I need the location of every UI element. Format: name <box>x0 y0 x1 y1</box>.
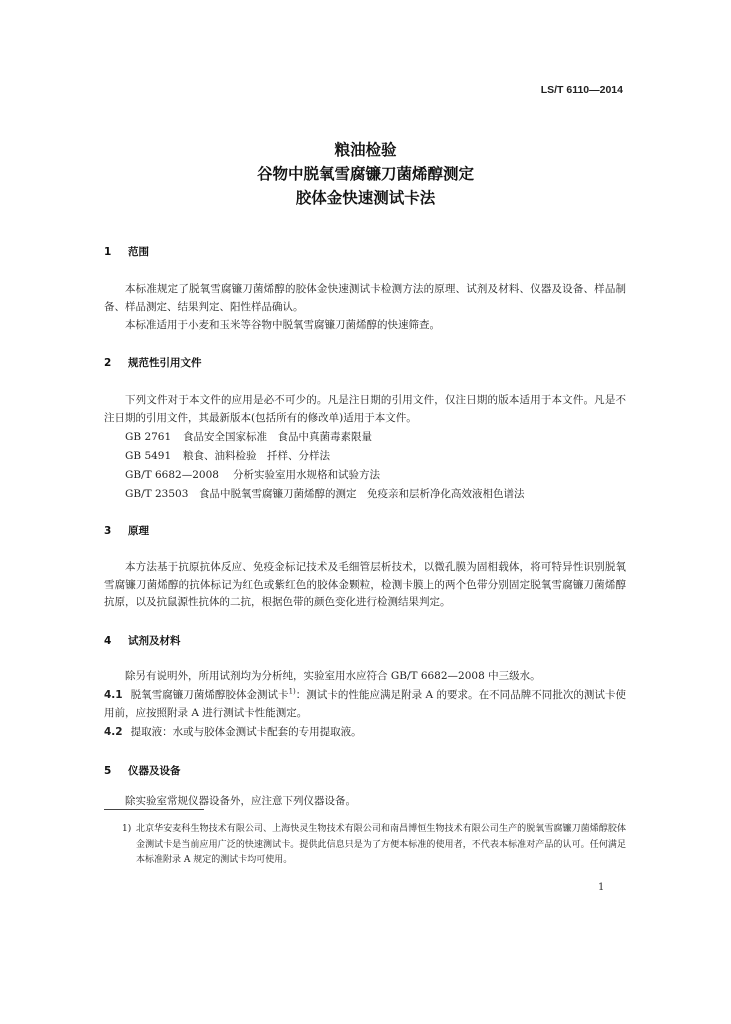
clause-text: 提取液：水或与胶体金测试卡配套的专用提取液。 <box>130 726 362 738</box>
clause-text-continued: ：测试卡的性能应满足附录 A 的要求。在不同品牌不同批次的测试卡使用前，应按照附录 A 进行测试卡性能测定。 <box>104 689 626 719</box>
reference-title: 粮食、油料检验 扦样、分样法 <box>183 450 330 462</box>
normative-references-list <box>125 428 525 504</box>
section-number: 5 <box>104 765 112 777</box>
title-line-2: 谷物中脱氧雪腐镰刀菌烯醇测定 <box>256 165 474 183</box>
reference-code: GB/T 6682—2008 <box>125 469 219 481</box>
section-number: 3 <box>104 525 112 537</box>
section-2-heading <box>104 355 202 370</box>
title-line-1: 粮油检验 <box>334 141 397 159</box>
section-title: 范围 <box>128 246 149 258</box>
section-title: 试剂及材料 <box>128 635 181 647</box>
clause-text: 脱氧雪腐镰刀菌烯醇胶体金测试卡 <box>130 689 289 701</box>
standard-code: LS/T 6110—2014 <box>540 84 623 96</box>
reference-code: GB 5491 <box>125 450 172 462</box>
footnote-reference: 1) <box>288 687 296 696</box>
section-3-heading <box>104 523 149 538</box>
section-4-paragraph-1: 除另有说明外，所用试剂均为分析纯，实验室用水应符合 GB/T 6682—2008 中三级水。 <box>125 670 541 682</box>
section-1-paragraph-2: 本标准适用于小麦和玉米等谷物中脱氧雪腐镰刀菌烯醇的快速筛查。 <box>125 319 440 331</box>
section-5-paragraph-1: 除实验室常规仪器设备外，应注意下列仪器设备。 <box>125 795 356 807</box>
reference-item <box>125 447 525 466</box>
section-5-heading <box>104 763 181 778</box>
title-line-3: 胶体金快速测试卡法 <box>295 189 436 207</box>
section-number: 4 <box>104 635 112 647</box>
clause-number: 4.2 <box>104 726 123 738</box>
reference-title: 食品安全国家标准 食品中真菌毒素限量 <box>183 431 372 443</box>
section-title: 规范性引用文件 <box>128 357 202 369</box>
footnote-text: 北京华安麦科生物技术有限公司、上海快灵生物技术有限公司和南昌博恒生物技术有限公司生产的脱氧雪腐镰刀菌烯醇胶体金测试卡是当前应用广泛的快速测试卡。提供此信息只是为了方便本标准的使用者，不代表本标准对产品的认可。任何满足本标准附录 A 规定的测试卡均可使用。 <box>136 824 626 865</box>
reference-code: GB/T 23503 <box>125 488 189 500</box>
clause-4-2 <box>104 724 626 742</box>
page-number: 1 <box>598 882 605 893</box>
reference-title: 食品中脱氧雪腐镰刀菌烯醇的测定 免疫亲和层析净化高效液相色谱法 <box>199 488 525 500</box>
section-1-paragraph-1: 本标准规定了脱氧雪腐镰刀菌烯醇的胶体金快速测试卡检测方法的原理、试剂及材料、仪器及设备、样品制备、样品测定、结果判定、阳性样品确认。 <box>104 283 626 313</box>
clause-4-1 <box>104 687 626 722</box>
footnote <box>104 822 626 869</box>
reference-item <box>125 428 525 447</box>
reference-item <box>125 485 525 504</box>
footnote-mark: 1) <box>122 824 132 834</box>
document-title <box>0 138 731 210</box>
reference-code: GB 2761 <box>125 431 172 443</box>
section-4-heading <box>104 633 181 648</box>
section-number: 1 <box>104 246 112 258</box>
footnote-divider <box>104 809 204 810</box>
section-1-heading <box>104 244 149 259</box>
section-3-paragraph-1: 本方法基于抗原抗体反应、免疫金标记技术及毛细管层析技术，以微孔膜为固相载体，将可特异性识别脱氧雪腐镰刀菌烯醇的抗体标记为红色或紫红色的胶体金颗粒，检测卡膜上的两个色带分别固定脱氧雪腐镰刀菌烯醇抗原，以及抗鼠源性抗体的二抗，根据色带的颜色变化进行检测结果判定。 <box>104 561 626 608</box>
section-title: 原理 <box>128 525 149 537</box>
reference-item <box>125 466 525 485</box>
reference-title: 分析实验室用水规格和试验方法 <box>233 469 380 481</box>
section-2-paragraph-1: 下列文件对于本文件的应用是必不可少的。凡是注日期的引用文件，仅注日期的版本适用于本文件。凡是不注日期的引用文件，其最新版本(包括所有的修改单)适用于本文件。 <box>104 394 626 424</box>
section-title: 仪器及设备 <box>128 765 181 777</box>
clause-number: 4.1 <box>104 689 123 701</box>
section-number: 2 <box>104 357 112 369</box>
